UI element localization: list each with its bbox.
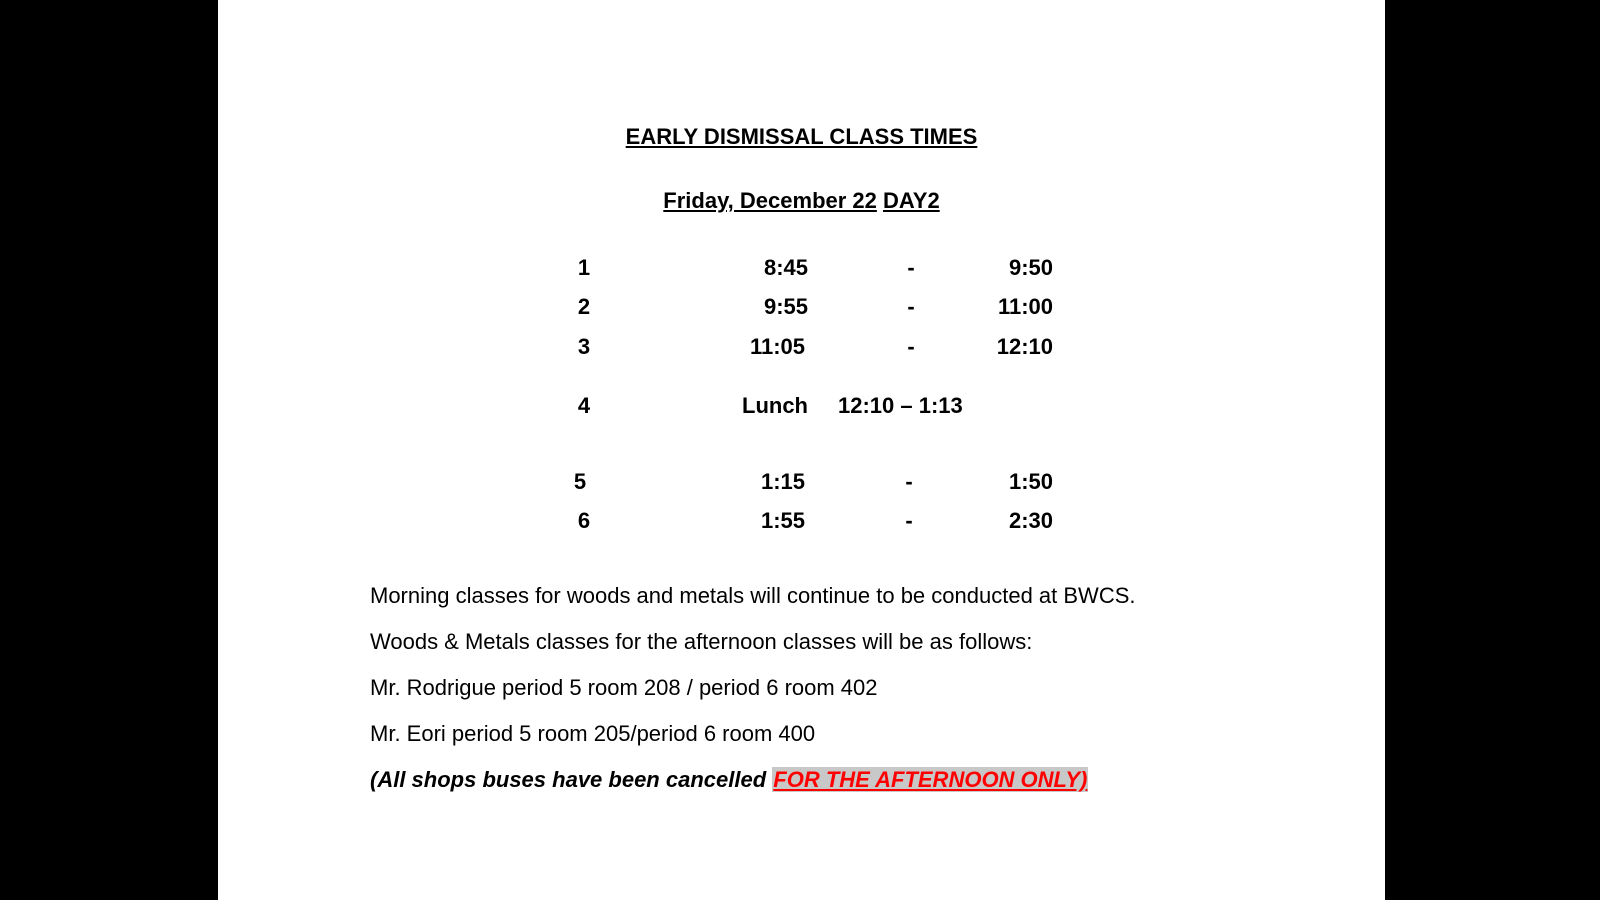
note-rodrigue-rooms: Mr. Rodrigue period 5 room 208 / period 6 room 402 [370, 675, 878, 700]
time-separator: - [905, 469, 913, 494]
end-time: 2:30 [1008, 508, 1053, 533]
time-separator: - [907, 255, 915, 280]
end-time: 1:50 [1008, 469, 1053, 494]
page-title: EARLY DISMISSAL CLASS TIMES [625, 124, 978, 149]
note-afternoon-classes: Woods & Metals classes for the afternoon classes will be as follows: [370, 629, 1033, 654]
lunch-time: 12:10 – 1:13 [838, 393, 963, 418]
schedule-date [218, 188, 1385, 214]
period-number: 3 [577, 334, 591, 359]
period-number: 6 [577, 508, 591, 533]
end-time: 12:10 [996, 334, 1053, 359]
time-separator: - [905, 508, 913, 533]
date-day: Friday, December 22 [663, 188, 877, 213]
start-time: 9:55 [763, 294, 808, 319]
bus-cancellation-text: (All shops buses have been cancelled [370, 767, 773, 792]
end-time: 9:50 [1008, 255, 1053, 280]
date-cycle: DAY2 [883, 188, 940, 213]
start-time: 1:15 [760, 469, 805, 494]
document-page [218, 0, 1385, 900]
time-separator: - [907, 334, 915, 359]
bus-cancellation-notice [370, 767, 1088, 793]
period-number: 4 [577, 393, 591, 418]
period-number: 2 [577, 294, 591, 319]
afternoon-only-highlight: FOR THE AFTERNOON ONLY) [773, 767, 1088, 792]
start-time: 8:45 [763, 255, 808, 280]
period-number: 5 [573, 469, 587, 494]
note-eori-rooms: Mr. Eori period 5 room 205/period 6 room 400 [370, 721, 816, 746]
period-number: 1 [577, 255, 591, 280]
time-separator: - [907, 294, 915, 319]
start-time: 11:05 [749, 334, 805, 359]
note-morning-classes: Morning classes for woods and metals will continue to be conducted at BWCS. [370, 583, 1136, 608]
lunch-label: Lunch [742, 393, 808, 418]
start-time: 1:55 [760, 508, 805, 533]
end-time: 11:00 [997, 294, 1053, 319]
